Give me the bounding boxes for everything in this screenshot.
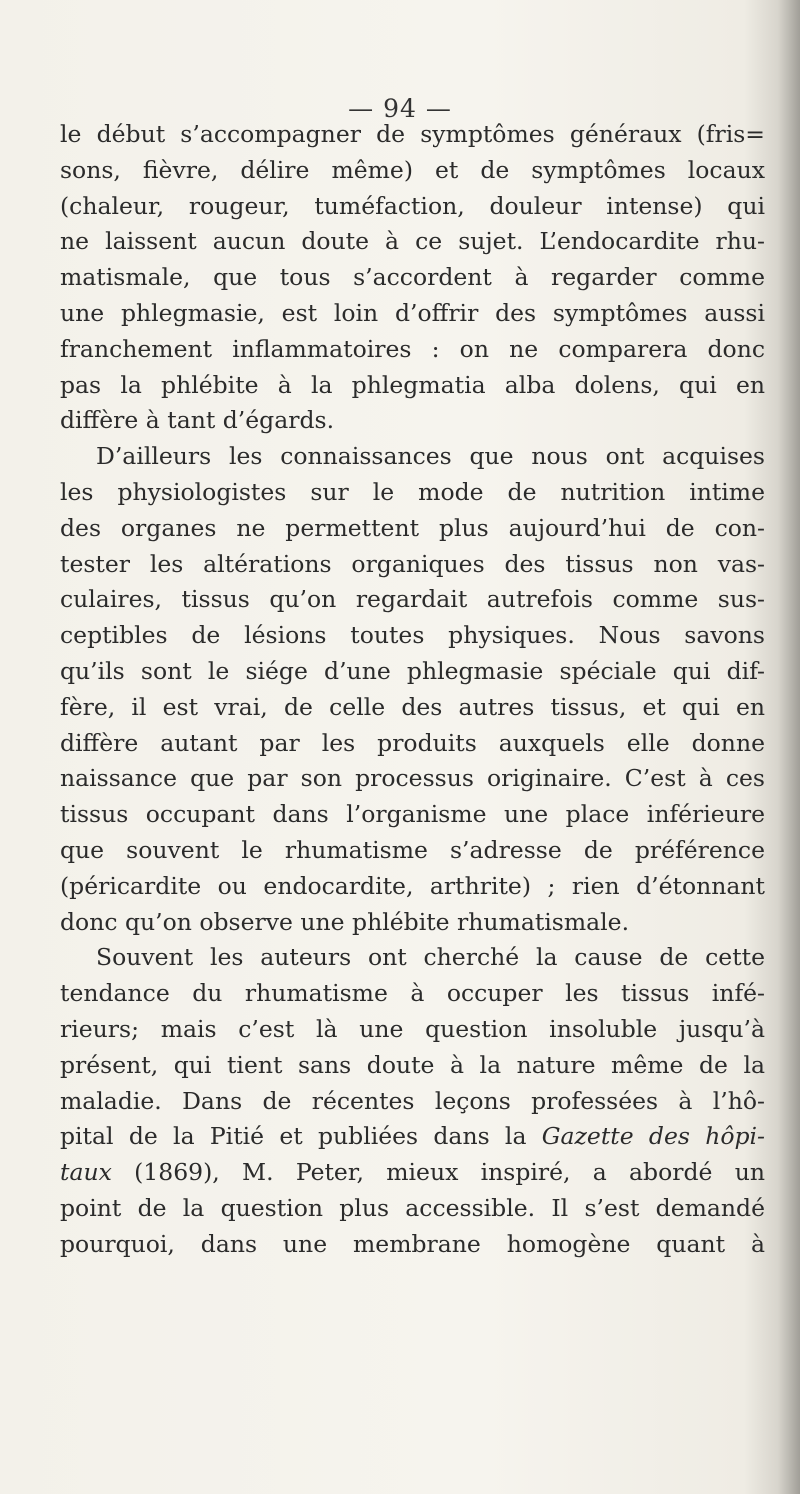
text-line: ne laissent aucun doute à ce sujet. L’endocardite rhu- (60, 227, 765, 256)
text-line: ceptibles de lésions toutes physiques. Nous savons (60, 621, 765, 650)
text-line: point de la question plus accessible. Il s’est demandé (60, 1193, 765, 1222)
text-line: rieurs; mais c’est là une question insoluble jusqu’à (60, 1014, 765, 1043)
text-line-part: (1869), M. Peter, mieux inspiré, a abordé un (134, 1158, 765, 1187)
text-line: les physiologistes sur le mode de nutrition intime (60, 477, 765, 506)
text-line: fère, il est vrai, de celle des autres tissus, et qui en (60, 692, 765, 721)
text-line: Souvent les auteurs ont cherché la cause de cette (96, 943, 765, 972)
text-line: diffère à tant d’égards. (60, 406, 335, 435)
text-line-part: pital de la Pitié et publiées dans la (60, 1122, 527, 1151)
page-number: — 94 — (348, 94, 452, 123)
page-edge-shadow (778, 0, 800, 1494)
text-line-with-italic (60, 1155, 765, 1191)
text-line: matismale, que tous s’accordent à regarder comme (60, 263, 765, 292)
text-line: donc qu’on observe une phlébite rhumatismale. (60, 907, 630, 936)
text-line: des organes ne permettent plus aujourd’hui de con- (60, 513, 765, 542)
text-line: pas la phlébite à la phlegmatia alba dolens, qui en (60, 370, 765, 399)
text-line: le début s’accompagner de symptômes généraux (fris= (60, 120, 765, 148)
text-line: présent, qui tient sans doute à la nature même de la (60, 1050, 765, 1079)
text-line: une phlegmasie, est loin d’offrir des symptômes aussi (60, 298, 765, 327)
journal-title-italic-cont: taux (60, 1158, 112, 1187)
text-line: (péricardite ou endocardite, arthrite) ; rien d’étonnant (60, 871, 765, 900)
body-text (60, 117, 765, 1263)
text-line: (chaleur, rougeur, tuméfaction, douleur intense) qui (60, 191, 765, 220)
text-line: qu’ils sont le siége d’une phlegmasie spéciale qui dif- (60, 656, 765, 685)
text-line: franchement inflammatoires : on ne comparera donc (60, 334, 765, 363)
journal-title-italic: Gazette des hôpi- (541, 1122, 765, 1151)
text-line: tester les altérations organiques des tissus non vas- (60, 549, 765, 578)
text-line: diffère autant par les produits auxquels elle donne (60, 728, 765, 757)
text-line: maladie. Dans de récentes leçons professées à l’hô- (60, 1086, 765, 1115)
text-line: tendance du rhumatisme à occuper les tissus infé- (60, 979, 765, 1008)
text-line: tissus occupant dans l’organisme une place inférieure (60, 800, 765, 829)
text-line: culaires, tissus qu’on regardait autrefois comme sus- (60, 585, 765, 614)
text-line: pourquoi, dans une membrane homogène quant à (60, 1229, 765, 1258)
text-line: sons, fièvre, délire même) et de symptômes locaux (60, 155, 765, 184)
text-line: naissance que par son processus originaire. C’est à ces (60, 764, 765, 793)
text-line: que souvent le rhumatisme s’adresse de préférence (60, 835, 765, 864)
text-line-with-italic (60, 1119, 765, 1155)
text-line: D’ailleurs les connaissances que nous ont acquises (96, 442, 765, 471)
